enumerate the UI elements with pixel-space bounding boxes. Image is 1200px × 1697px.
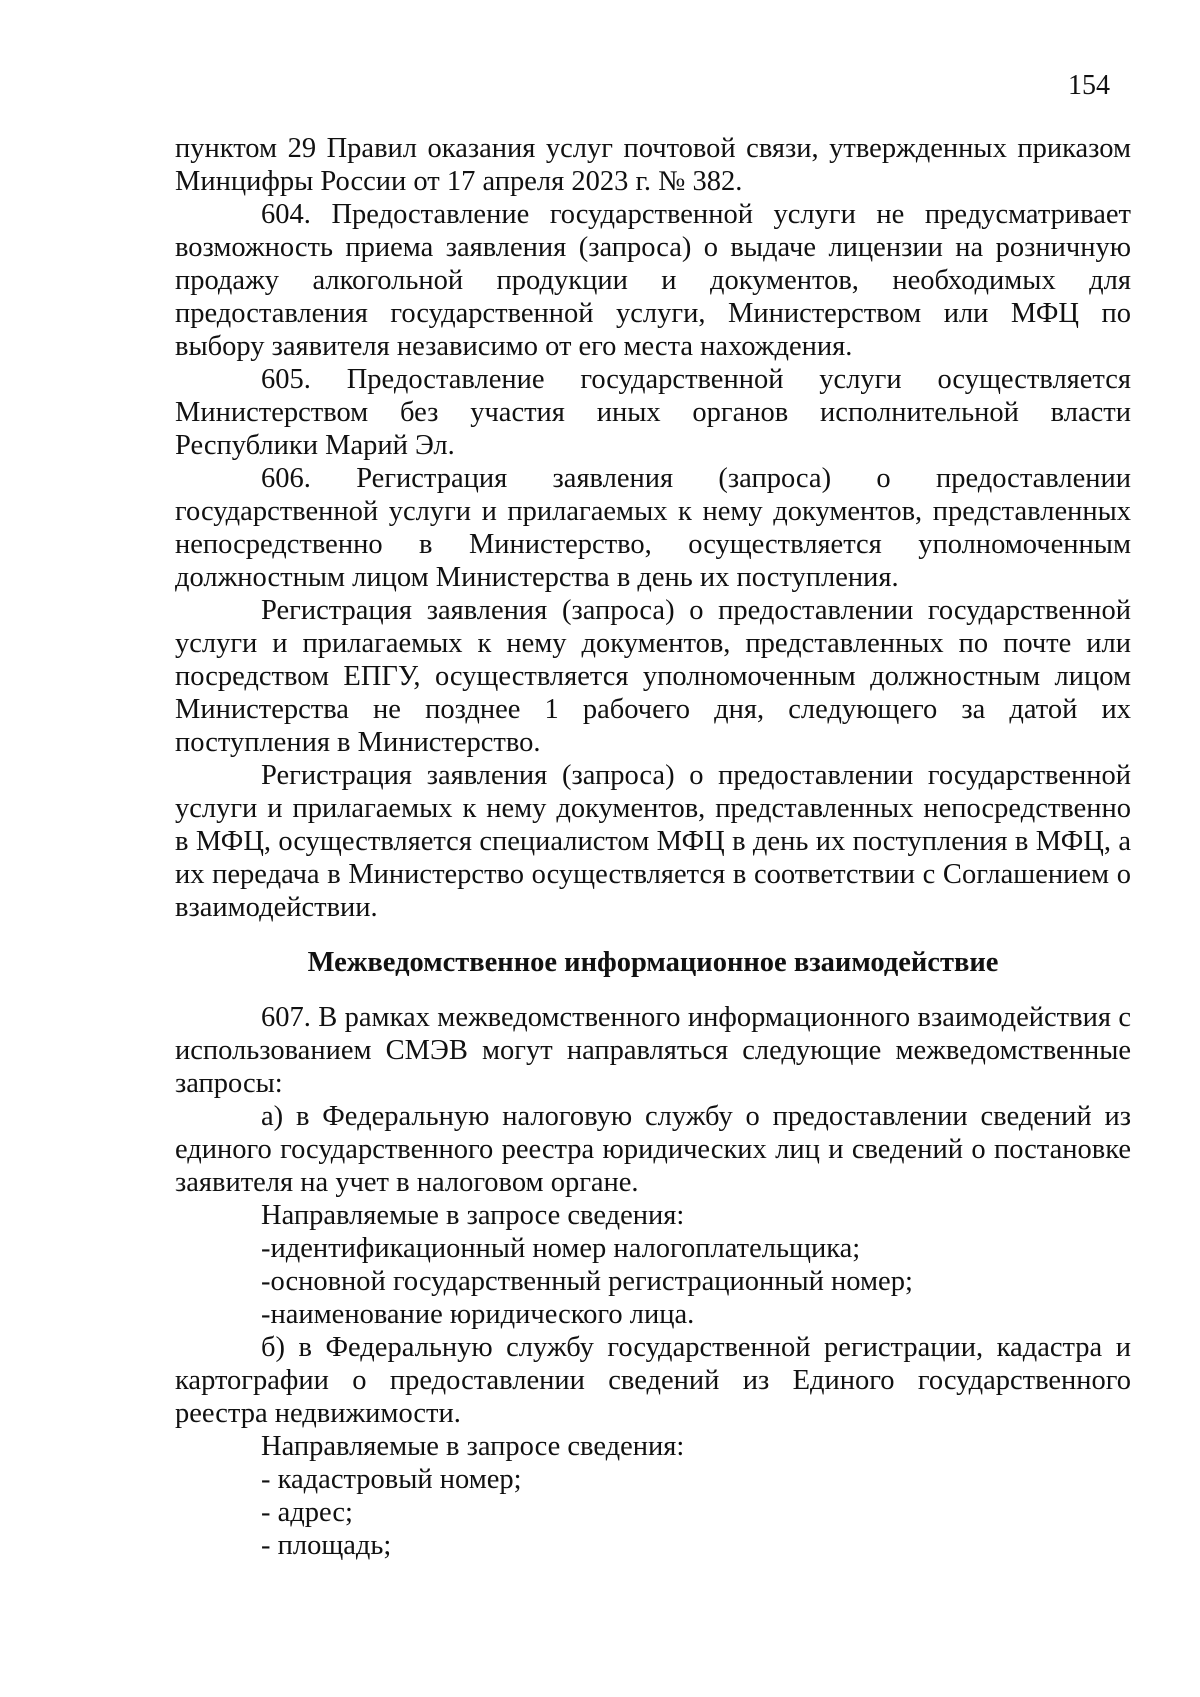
document-body xyxy=(175,132,1131,1562)
paragraph: 606. Регистрация заявления (запроса) о предоставлении государственной услуги и прилагаемых к нему документов, представленных непосредственно в Министерство, осуществляется уполномоченным должностным лицом Министерства в день их поступления. xyxy=(175,463,1131,593)
list-item: Направляемые в запросе сведения: xyxy=(261,1200,685,1231)
paragraph: Регистрация заявления (запроса) о предоставлении государственной услуги и прилагаемых к нему документов, представленных непосредственно в МФЦ, осуществляется специалистом МФЦ в день их поступления в МФЦ, а их передача в Министерство осуществляется в соответствии с Соглашением о взаимодействии. xyxy=(175,760,1131,923)
paragraph: 604. Предоставление государственной услуги не предусматривает возможность приема заявления (запроса) о выдаче лицензии на розничную продажу алкогольной продукции и документов, необходимых для предоставления государственной услуги, Министерством или МФЦ по выбору заявителя независимо от его места нахождения. xyxy=(175,199,1131,362)
paragraph: а) в Федеральную налоговую службу о предоставлении сведений из единого государственного реестра юридических лиц и сведений о постановке заявителя на учет в налоговом органе. xyxy=(175,1101,1131,1198)
section-before-heading xyxy=(175,132,1131,924)
paragraph: Регистрация заявления (запроса) о предоставлении государственной услуги и прилагаемых к нему документов, представленных по почте или посредством ЕПГУ, осуществляется уполномоченным должностным лицом Министерства не позднее 1 рабочего дня, следующего за датой их поступления в Министерство. xyxy=(175,595,1131,758)
list-item: - кадастровый номер; xyxy=(261,1464,522,1495)
paragraph: пунктом 29 Правил оказания услуг почтовой связи, утвержденных приказом Минцифры России от 17 апреля 2023 г. № 382. xyxy=(175,133,1131,197)
section-after-heading xyxy=(175,1001,1131,1562)
list-item: -идентификационный номер налогоплательщика; xyxy=(261,1233,861,1264)
list-item: Направляемые в запросе сведения: xyxy=(261,1431,685,1462)
paragraph: 605. Предоставление государственной услуги осуществляется Министерством без участия иных органов исполнительной власти Республики Марий Эл. xyxy=(175,364,1131,461)
section-heading: Межведомственное информационное взаимодействие xyxy=(307,947,999,978)
list-item: -основной государственный регистрационный номер; xyxy=(261,1266,913,1297)
paragraph: 607. В рамках межведомственного информационного взаимодействия с использованием СМЭВ могут направляться следующие межведомственные запросы: xyxy=(175,1002,1131,1099)
paragraph: б) в Федеральную службу государственной регистрации, кадастра и картографии о предоставлении сведений из Единого государственного реестра недвижимости. xyxy=(175,1332,1131,1429)
page-number: 154 xyxy=(1068,70,1110,101)
list-item: - адрес; xyxy=(261,1497,353,1528)
list-item: - площадь; xyxy=(261,1530,392,1561)
list-item: -наименование юридического лица. xyxy=(261,1299,695,1330)
